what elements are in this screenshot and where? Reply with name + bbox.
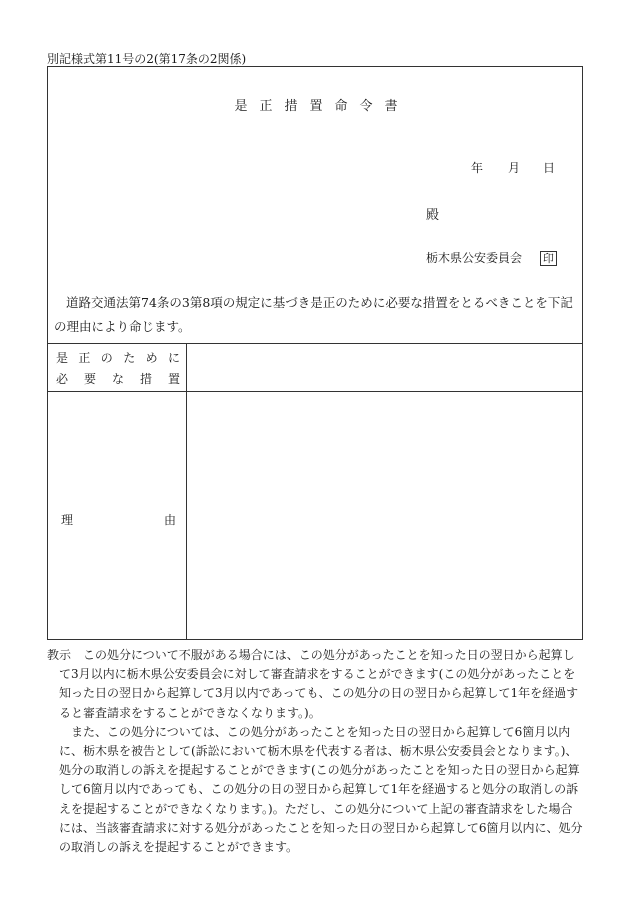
reason-row <box>48 391 582 639</box>
reason-label <box>61 511 176 528</box>
order-body-text: 道路交通法第74条の3第8項の規定に基づき是正のために必要な措置をとるべきことを下記の理由により命じます。 <box>54 295 573 334</box>
seal-mark: 印 <box>540 251 557 266</box>
date-day-label: 日 <box>543 161 556 175</box>
addressee-suffix: 殿 <box>426 208 440 223</box>
measure-label-line1: 是正のために <box>56 351 180 365</box>
measure-label-line2: 必要な措置 <box>56 372 180 386</box>
reason-label-left: 理 <box>61 513 74 527</box>
measure-row <box>48 343 582 391</box>
appeal-notice <box>47 646 583 857</box>
order-form-frame <box>47 66 583 640</box>
date-year-label: 年 <box>471 161 484 175</box>
reason-label-right: 由 <box>163 513 176 527</box>
date-month-label: 月 <box>508 161 521 175</box>
notice-paragraph-2: また、この処分については、この処分があったことを知った日の翌日から起算して6箇月以内に、栃木県を被告として(訴訟において栃木県を代表する者は、栃木県公安委員会となります。)、処分の取消しの訴えを提起することができます(この処分があったことを知った日の翌日から起算して6箇月以内であっても、この処分の日の翌日から起算して1年を経過すると処分の取消しの訴えを提起することができなくなります。)。ただし、この処分について上記の審査請求をした場合には、当該審査請求に対する処分があったことを知った日の翌日から起算して6箇月以内に、処分の取消しの訴えを提起することができます。 <box>59 724 583 855</box>
issuer-line <box>426 249 557 266</box>
document-title: 是正措置命令書 <box>234 99 410 114</box>
table-column-divider <box>186 343 187 639</box>
notice-heading: 教示 <box>47 648 72 662</box>
notice-paragraph-1: この処分について不服がある場合には、この処分があったことを知った日の翌日から起算して3月以内に栃木県公安委員会に対して審査請求をすることができます(この処分があったことを知った日の翌日から起算して3月以内であっても、この処分の日の翌日から起算して1年を経過すると審査請求をすることができなくなります。)。 <box>59 648 579 720</box>
measure-label <box>56 348 180 390</box>
issuer-name: 栃木県公安委員会 <box>426 251 523 265</box>
form-code: 別記様式第11号の2(第17条の2関係) <box>47 52 247 66</box>
